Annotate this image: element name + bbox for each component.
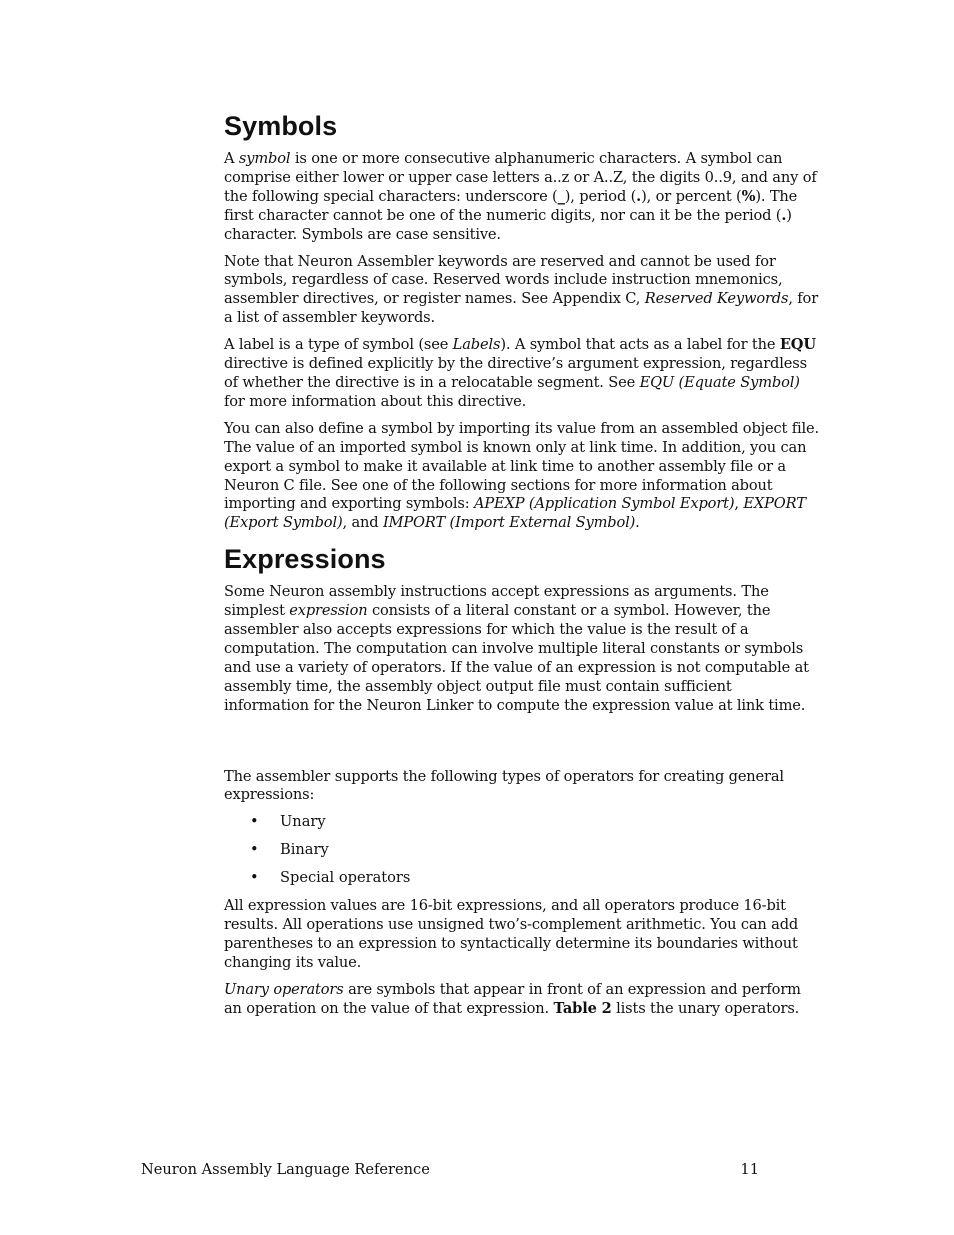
footer-title: Neuron Assembly Language Reference xyxy=(141,1161,430,1178)
operator-types-list xyxy=(224,813,820,888)
bullet-icon: • xyxy=(250,869,259,887)
page-content xyxy=(224,108,820,1027)
page-number: 11 xyxy=(740,1161,759,1178)
symbols-paragraph-1: A symbol is one or more consecutive alphanumeric characters. A symbol can comprise either lower or upper case letters a..z or A..Z, the digits 0..9, and any of the following special characters: underscore (_), period (.), or percent (%). The first character cannot be one of the numeric digits, nor can it be the period (.) character. Symbols are case sensitive. xyxy=(224,150,817,243)
equ-reference: EQU (Equate Symbol) xyxy=(639,373,800,391)
page-footer xyxy=(141,1160,759,1179)
apexp-reference: APEXP (Application Symbol Export) xyxy=(473,495,735,513)
list-item: • Special operators xyxy=(250,869,411,887)
import-reference: IMPORT (Import External Symbol) xyxy=(382,514,636,532)
labels-reference: Labels xyxy=(452,336,501,354)
table-2-reference: Table 2 xyxy=(553,999,612,1017)
expressions-paragraph-3: All expression values are 16-bit expressions, and all operators produce 16-bit results. All operations use unsigned two’s-complement arithmetic. You can add parentheses to an expression to syntactically determine its boundaries without changing its value. xyxy=(224,897,799,971)
reserved-keywords-reference: Reserved Keywords xyxy=(644,290,789,308)
expressions-paragraph-1: Some Neuron assembly instructions accept expressions as arguments. The simplest expression consists of a literal constant or a symbol. However, the assembler also accepts expressions for which the value is the result of a computation. The computation can involve multiple literal constants or symbols and use a variety of operators. If the value of an expression is not computable at assembly time, the assembly object output file must contain sufficient information for the Neuron Linker to compute the expression value at link time. xyxy=(224,583,809,714)
expressions-paragraph-2: The assembler supports the following types of operators for creating general expressions: xyxy=(224,767,784,804)
list-item: • Unary xyxy=(250,813,326,831)
list-item: • Binary xyxy=(250,841,329,859)
section-heading-symbols: Symbols xyxy=(224,111,338,141)
symbols-paragraph-2: Note that Neuron Assembler keywords are reserved and cannot be used for symbols, regardless of case. Reserved words include instruction mnemonics, assembler directives, or register names. See Appendix C, Reserved Keywords, for a list of assembler keywords. xyxy=(224,252,819,327)
expressions-paragraph-4: Unary operators are symbols that appear in front of an expression and perform an operation on the value of that expression. Table 2 lists the unary operators. xyxy=(224,980,801,1017)
bullet-icon: • xyxy=(250,841,259,859)
symbols-paragraph-4: You can also define a symbol by importing its value from an assembled object file. The value of an imported symbol is known only at link time. In addition, you can export a symbol to make it available at link time to another assembly file or a Neuron C file. See one of the following sections for more information about importing and exporting symbols: APEXP (Application Symbol Export), EXPORT (Export Symbol), and IMPORT (Import External Symbol). xyxy=(224,419,819,532)
export-reference: EXPORT (Export Symbol) xyxy=(224,495,806,532)
bullet-icon: • xyxy=(250,813,259,831)
symbols-paragraph-3: A label is a type of symbol (see Labels). A symbol that acts as a label for the EQU directive is defined explicitly by the directive’s argument expression, regardless of whether the directive is in a relocatable segment. See EQU (Equate Symbol) for more information about this directive. xyxy=(224,336,816,410)
section-heading-expressions: Expressions xyxy=(224,544,386,575)
